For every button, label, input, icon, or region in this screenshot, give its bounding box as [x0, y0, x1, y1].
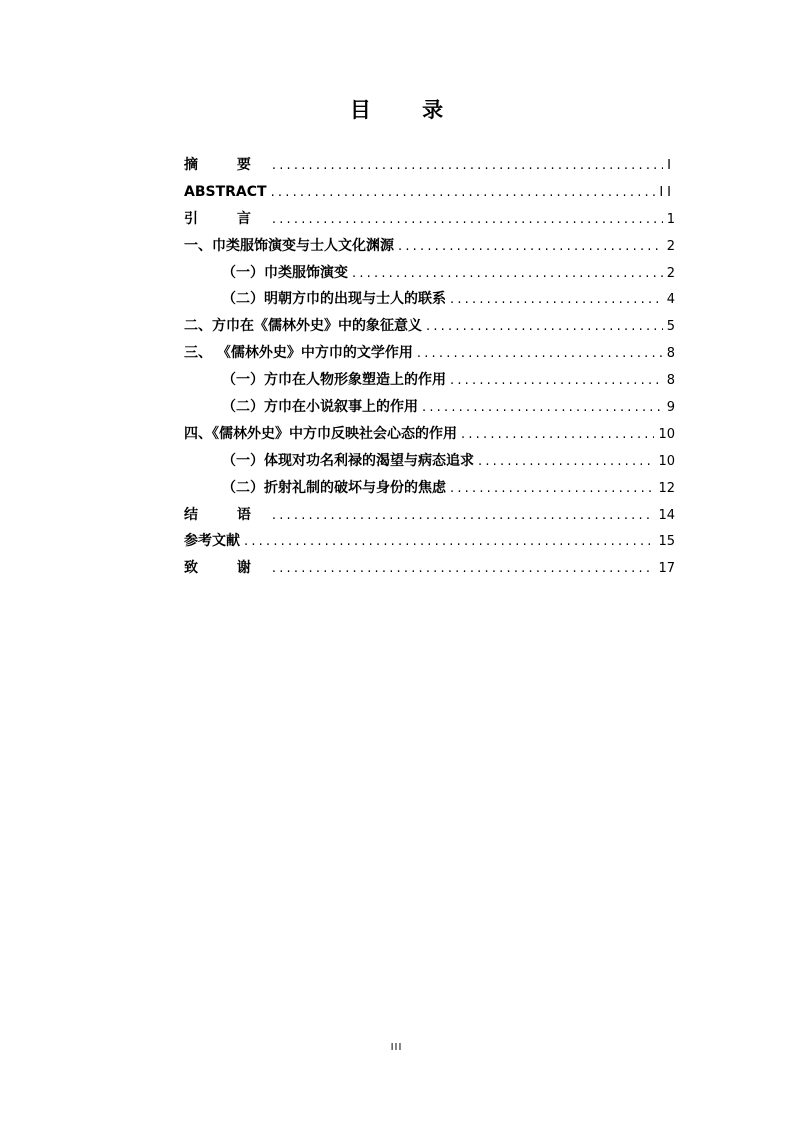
toc-entry[interactable]	[184, 448, 675, 475]
page-title: 目 录	[349, 98, 466, 122]
toc-entry-label: 一、巾类服饰演变与士人文化渊源	[184, 237, 394, 254]
toc-entry[interactable]	[184, 555, 675, 582]
toc-entry[interactable]	[184, 528, 675, 555]
toc-entry[interactable]	[184, 475, 675, 502]
toc-entry-page-number: I	[667, 158, 675, 173]
toc-dot-leader	[272, 153, 663, 180]
toc-dot-leader	[422, 395, 663, 422]
toc-dot-leader	[450, 476, 654, 503]
table-of-contents	[184, 152, 675, 582]
toc-entry-page-number: 12	[658, 480, 675, 496]
toc-dot-leader	[272, 207, 663, 234]
toc-dot-leader	[272, 503, 655, 530]
toc-dot-leader	[478, 449, 654, 476]
toc-entry-label: 参考文献	[184, 533, 240, 550]
toc-entry-label: 三、 《儒林外史》中方巾的文学作用	[184, 345, 413, 362]
toc-entry-page-number: 17	[658, 561, 675, 577]
toc-dot-leader	[450, 368, 663, 395]
toc-dot-leader	[244, 529, 654, 556]
toc-dot-leader	[426, 314, 663, 341]
toc-entry-page-number: 14	[658, 507, 675, 523]
toc-entry[interactable]	[184, 502, 675, 529]
toc-entry[interactable]	[184, 394, 675, 421]
toc-entry-page-number: 8	[666, 346, 675, 362]
toc-entry-label: （一）方巾在人物形象塑造上的作用	[222, 372, 446, 389]
toc-entry[interactable]	[184, 313, 675, 340]
toc-entry-page-number: 8	[666, 373, 675, 389]
toc-entry[interactable]	[184, 179, 675, 206]
toc-entry-page-number: 1	[666, 211, 675, 227]
toc-entry-page-number: 10	[658, 453, 675, 469]
toc-entry-label: （二）明朝方巾的出现与士人的联系	[222, 291, 446, 308]
toc-entry-label: 二、方巾在《儒林外史》中的象征意义	[184, 318, 422, 335]
toc-entry-label: 结 语	[184, 506, 268, 523]
toc-dot-leader	[271, 180, 656, 207]
toc-entry-label: （二）折射礼制的破坏与身份的焦虑	[222, 479, 446, 496]
toc-dot-leader	[450, 287, 663, 314]
toc-entry-page-number: 2	[666, 238, 675, 254]
toc-entry-page-number: 5	[666, 319, 675, 335]
toc-entry-page-number: II	[659, 184, 675, 200]
toc-entry-label: （一）体现对功名利禄的渴望与病态追求	[222, 452, 474, 469]
toc-entry-label: （一）巾类服饰演变	[222, 264, 348, 281]
toc-entry[interactable]	[184, 286, 675, 313]
toc-entry-page-number: 9	[666, 400, 675, 416]
toc-entry[interactable]	[184, 340, 675, 367]
toc-entry-label: 四、《儒林外史》中方巾反映社会心态的作用	[184, 425, 457, 442]
toc-entry-page-number: 15	[658, 534, 675, 550]
toc-dot-leader	[417, 341, 663, 368]
toc-entry[interactable]	[184, 367, 675, 394]
toc-entry[interactable]	[184, 260, 675, 287]
toc-entry[interactable]	[184, 206, 675, 233]
toc-entry-page-number: 2	[666, 265, 675, 281]
toc-entry-label: ABSTRACT	[184, 183, 267, 200]
toc-entry-page-number: 4	[666, 292, 675, 308]
toc-entry-label: 致 谢	[184, 560, 268, 577]
toc-entry[interactable]	[184, 152, 675, 179]
toc-entry-label: 引 言	[184, 210, 268, 227]
toc-dot-leader	[398, 234, 663, 261]
toc-dot-leader	[461, 422, 654, 449]
toc-entry[interactable]	[184, 421, 675, 448]
toc-dot-leader	[272, 556, 655, 583]
page-number-footer: III	[390, 1042, 403, 1053]
toc-entry[interactable]	[184, 233, 675, 260]
toc-entry-page-number: 10	[658, 426, 675, 442]
toc-entry-label: 摘 要	[184, 157, 268, 173]
toc-entry-label: （二）方巾在小说叙事上的作用	[222, 399, 418, 416]
toc-dot-leader	[352, 261, 663, 288]
